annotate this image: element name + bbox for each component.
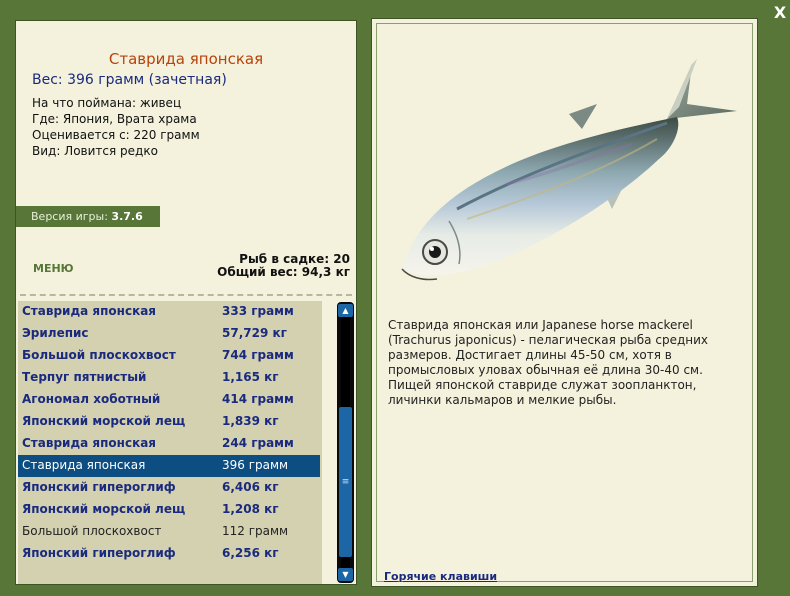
list-item[interactable] (18, 477, 320, 499)
list-item-name: Эрилепис (22, 326, 89, 340)
list-item-name: Японский гипероглиф (22, 546, 176, 560)
list-item-name: Ставрида японская (22, 436, 157, 450)
fish-weight: Вес: 396 грамм (зачетная) (32, 72, 227, 88)
fish-rarity: Вид: Ловится редко (32, 144, 158, 158)
list-item-weight: 6,256 кг (222, 546, 279, 560)
list-item[interactable] (18, 411, 320, 433)
list-item[interactable] (18, 301, 320, 323)
version-label: Версия игры: (31, 210, 108, 223)
list-item-weight: 244 грамм (222, 436, 294, 450)
version-value: 3.7.6 (111, 210, 143, 223)
fish-info-panel (15, 20, 357, 585)
list-item-weight: 57,729 кг (222, 326, 287, 340)
fish-detail-panel (371, 18, 758, 587)
list-item-name: Большой плоскохвост (22, 524, 162, 538)
scroll-down-icon[interactable]: ▼ (338, 568, 353, 581)
close-button[interactable]: X (773, 3, 787, 22)
list-item-name: Японский морской лещ (22, 502, 186, 516)
list-item[interactable] (18, 433, 320, 455)
menu-button[interactable]: МЕНЮ (33, 262, 74, 275)
list-item[interactable] (18, 521, 320, 543)
list-item-name: Ставрида японская (22, 458, 146, 472)
list-item-name: Японский морской лещ (22, 414, 186, 428)
list-item[interactable] (18, 345, 320, 367)
divider (20, 294, 352, 296)
detail-frame (376, 23, 753, 582)
grip-icon: ≡ (341, 477, 350, 487)
list-item-weight: 1,208 кг (222, 502, 279, 516)
fish-count: Рыб в садке: 20 (239, 252, 350, 266)
fish-location: Где: Япония, Врата храма (32, 112, 197, 126)
list-item-weight: 333 грамм (222, 304, 294, 318)
list-item[interactable] (18, 389, 320, 411)
list-item[interactable] (18, 367, 320, 389)
fish-min-weight: Оценивается с: 220 грамм (32, 128, 200, 142)
list-item-name: Ставрида японская (22, 304, 157, 318)
list-item-name: Терпуг пятнистый (22, 370, 147, 384)
list-scrollbar[interactable] (337, 302, 354, 583)
list-item-weight: 1,165 кг (222, 370, 279, 384)
list-item[interactable] (18, 323, 320, 345)
total-weight: Общий вес: 94,3 кг (217, 265, 350, 279)
list-item-selected[interactable] (18, 455, 320, 477)
fish-title: Ставрида японская (108, 50, 264, 68)
scroll-up-icon[interactable]: ▲ (338, 304, 353, 317)
list-item-weight: 414 грамм (222, 392, 294, 406)
list-item-weight: 744 грамм (222, 348, 294, 362)
list-item-weight: 396 грамм (222, 458, 289, 472)
list-item-weight: 1,839 кг (222, 414, 279, 428)
fish-image (397, 59, 742, 299)
catch-list (18, 301, 322, 584)
list-item[interactable] (18, 499, 320, 521)
list-item-weight: 112 грамм (222, 524, 289, 538)
game-version (16, 206, 160, 227)
list-item-weight: 6,406 кг (222, 480, 279, 494)
hotkeys-link[interactable]: Горячие клавиши (384, 570, 498, 583)
scroll-thumb[interactable] (339, 407, 352, 557)
list-item-name: Большой плоскохвост (22, 348, 176, 362)
list-item[interactable] (18, 543, 320, 565)
fish-description: Ставрида японская или Japanese horse mackerel (Trachurus japonicus) - пелагическая рыба средних размеров. Достигает длины 45-50 см, хотя в промысловых уловах обычная её длина 30-40 см. Пищей японской ставриде служат зоопланктон, личинки кальмаров и мелкие рыбы. (388, 318, 708, 407)
list-item-name: Японский гипероглиф (22, 480, 176, 494)
list-item-name: Агономал хоботный (22, 392, 161, 406)
fish-bait: На что поймана: живец (32, 96, 182, 110)
